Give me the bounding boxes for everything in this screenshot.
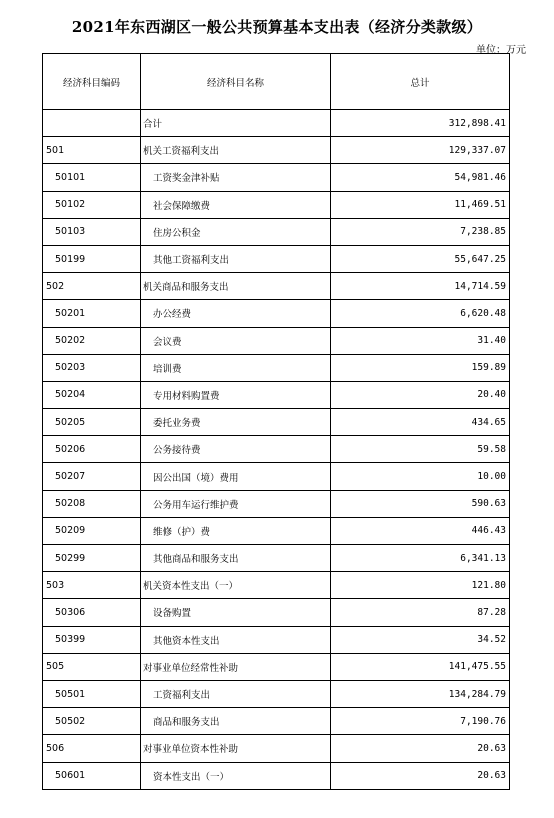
unit-label: 单位：万元 — [476, 45, 526, 56]
table-row — [43, 599, 510, 626]
table-row — [43, 653, 510, 680]
table-row — [43, 436, 510, 463]
expenditure-table — [42, 53, 510, 790]
row-code: 501 — [43, 137, 141, 164]
row-name: 商品和服务支出 — [141, 708, 331, 735]
row-code: 50209 — [43, 517, 141, 544]
row-code: 50206 — [43, 436, 141, 463]
row-name: 住房公积金 — [141, 218, 331, 245]
row-amount: 34.52 — [331, 626, 510, 653]
table-row — [43, 191, 510, 218]
table-row — [43, 735, 510, 762]
table-row — [43, 273, 510, 300]
row-amount: 6,620.48 — [331, 300, 510, 327]
row-name: 因公出国（境）费用 — [141, 463, 331, 490]
row-code: 50502 — [43, 708, 141, 735]
row-amount: 446.43 — [331, 517, 510, 544]
header-total: 总计 — [331, 54, 510, 110]
row-amount: 7,190.76 — [331, 708, 510, 735]
table-row — [43, 300, 510, 327]
table-row — [43, 708, 510, 735]
row-amount: 590.63 — [331, 490, 510, 517]
row-name: 其他资本性支出 — [141, 626, 331, 653]
row-code: 50208 — [43, 490, 141, 517]
table-row — [43, 354, 510, 381]
table-row — [43, 218, 510, 245]
row-amount: 134,284.79 — [331, 680, 510, 707]
row-amount: 20.40 — [331, 381, 510, 408]
table-row — [43, 762, 510, 789]
row-amount: 312,898.41 — [331, 110, 510, 137]
row-name: 资本性支出（一） — [141, 762, 331, 789]
row-amount: 121.80 — [331, 572, 510, 599]
row-code: 50102 — [43, 191, 141, 218]
row-amount: 11,469.51 — [331, 191, 510, 218]
row-name: 社会保障缴费 — [141, 191, 331, 218]
row-code: 50201 — [43, 300, 141, 327]
row-code: 50101 — [43, 164, 141, 191]
row-code: 503 — [43, 572, 141, 599]
row-name: 合计 — [141, 110, 331, 137]
table-row — [43, 626, 510, 653]
row-name: 其他商品和服务支出 — [141, 545, 331, 572]
row-code: 50203 — [43, 354, 141, 381]
table-row — [43, 463, 510, 490]
row-code: 50205 — [43, 409, 141, 436]
row-code: 50207 — [43, 463, 141, 490]
row-name: 对事业单位经常性补助 — [141, 653, 331, 680]
row-amount: 87.28 — [331, 599, 510, 626]
row-amount: 159.89 — [331, 354, 510, 381]
table-body — [43, 110, 510, 790]
row-amount: 6,341.13 — [331, 545, 510, 572]
table-row — [43, 245, 510, 272]
row-amount: 54,981.46 — [331, 164, 510, 191]
table-row — [43, 409, 510, 436]
row-amount: 434.65 — [331, 409, 510, 436]
row-name: 委托业务费 — [141, 409, 331, 436]
row-name: 其他工资福利支出 — [141, 245, 331, 272]
row-name: 专用材料购置费 — [141, 381, 331, 408]
row-amount: 141,475.55 — [331, 653, 510, 680]
row-name: 对事业单位资本性补助 — [141, 735, 331, 762]
row-amount: 55,647.25 — [331, 245, 510, 272]
row-code: 502 — [43, 273, 141, 300]
table-row — [43, 381, 510, 408]
row-name: 工资福利支出 — [141, 680, 331, 707]
table-row — [43, 164, 510, 191]
table-row — [43, 137, 510, 164]
row-name: 办公经费 — [141, 300, 331, 327]
row-code: 505 — [43, 653, 141, 680]
row-code: 50299 — [43, 545, 141, 572]
row-code: 50501 — [43, 680, 141, 707]
row-amount: 20.63 — [331, 762, 510, 789]
row-name: 公务用车运行维护费 — [141, 490, 331, 517]
row-code: 50103 — [43, 218, 141, 245]
table-row — [43, 327, 510, 354]
table-row — [43, 680, 510, 707]
table-row — [43, 110, 510, 137]
table-row — [43, 545, 510, 572]
header-code: 经济科目编码 — [43, 54, 141, 110]
row-code: 50204 — [43, 381, 141, 408]
row-name: 工资奖金津补贴 — [141, 164, 331, 191]
row-code: 50601 — [43, 762, 141, 789]
header-name: 经济科目名称 — [141, 54, 331, 110]
row-code — [43, 110, 141, 137]
row-amount: 31.40 — [331, 327, 510, 354]
row-amount: 20.63 — [331, 735, 510, 762]
row-code: 50199 — [43, 245, 141, 272]
page-title: 2021年东西湖区一般公共预算基本支出表（经济分类款级） — [71, 18, 483, 36]
row-name: 机关工资福利支出 — [141, 137, 331, 164]
row-amount: 7,238.85 — [331, 218, 510, 245]
row-code: 50202 — [43, 327, 141, 354]
table-row — [43, 490, 510, 517]
row-name: 维修（护）费 — [141, 517, 331, 544]
row-code: 50399 — [43, 626, 141, 653]
row-amount: 129,337.07 — [331, 137, 510, 164]
row-amount: 14,714.59 — [331, 273, 510, 300]
row-name: 机关资本性支出（一） — [141, 572, 331, 599]
table-row — [43, 517, 510, 544]
row-name: 设备购置 — [141, 599, 331, 626]
row-amount: 10.00 — [331, 463, 510, 490]
row-name: 会议费 — [141, 327, 331, 354]
table-row — [43, 572, 510, 599]
row-name: 培训费 — [141, 354, 331, 381]
row-name: 机关商品和服务支出 — [141, 273, 331, 300]
row-code: 50306 — [43, 599, 141, 626]
table-header-row — [43, 54, 510, 110]
row-amount: 59.58 — [331, 436, 510, 463]
row-name: 公务接待费 — [141, 436, 331, 463]
row-code: 506 — [43, 735, 141, 762]
